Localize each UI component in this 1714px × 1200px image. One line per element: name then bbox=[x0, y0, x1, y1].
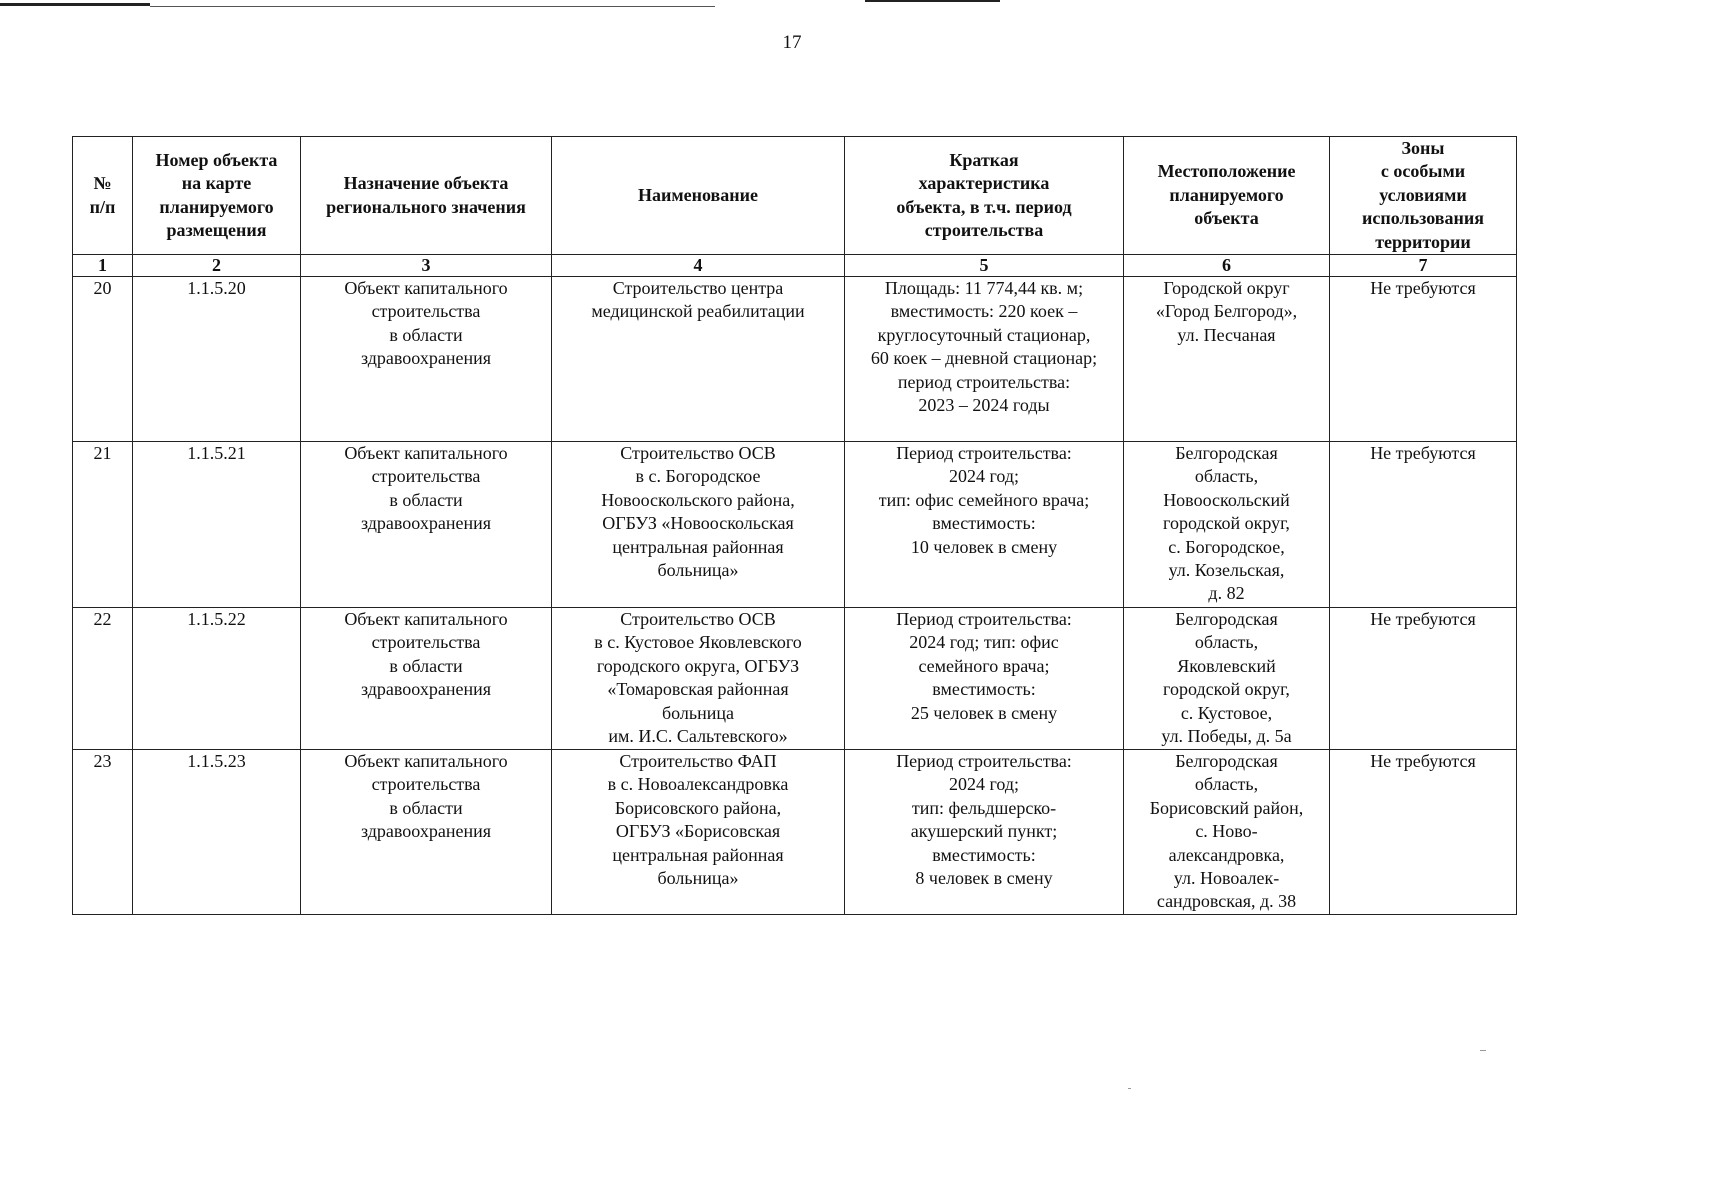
scan-edge-line-left bbox=[0, 3, 150, 6]
name-cell: Строительство ОСВ в с. Кустовое Яковлевского городского округа, ОГБУЗ «Томаровская районная больница им. И.С. Сальтевского» bbox=[552, 608, 845, 750]
zones-cell: Не требуются bbox=[1330, 442, 1517, 608]
table-row bbox=[73, 750, 1517, 915]
location-cell: Городской округ «Город Белгород», ул. Песчаная bbox=[1124, 277, 1330, 442]
header-zones: Зоны с особыми условиями использования территории bbox=[1330, 137, 1517, 255]
map-number-cell: 1.1.5.22 bbox=[133, 608, 301, 750]
zones-cell: Не требуются bbox=[1330, 750, 1517, 915]
column-number: 1 bbox=[73, 255, 133, 277]
map-number-cell: 1.1.5.20 bbox=[133, 277, 301, 442]
table-row bbox=[73, 277, 1517, 442]
header-purpose: Назначение объекта регионального значения bbox=[301, 137, 552, 255]
purpose-cell: Объект капитального строительства в области здравоохранения bbox=[301, 750, 552, 915]
scan-edge-line-left-thin bbox=[150, 6, 715, 7]
column-number: 4 bbox=[552, 255, 845, 277]
header-map-number: Номер объекта на карте планируемого размещения bbox=[133, 137, 301, 255]
table-row bbox=[73, 442, 1517, 608]
column-number: 2 bbox=[133, 255, 301, 277]
header-characteristics: Краткая характеристика объекта, в т.ч. период строительства bbox=[845, 137, 1124, 255]
objects-table bbox=[72, 136, 1517, 915]
purpose-cell: Объект капитального строительства в области здравоохранения bbox=[301, 608, 552, 750]
name-cell: Строительство ОСВ в с. Богородское Новооскольского района, ОГБУЗ «Новооскольская центральная районная больница» bbox=[552, 442, 845, 608]
purpose-cell: Объект капитального строительства в области здравоохранения bbox=[301, 277, 552, 442]
row-number-cell: 21 bbox=[73, 442, 133, 608]
column-number: 3 bbox=[301, 255, 552, 277]
scan-speck bbox=[1480, 1050, 1486, 1051]
row-number-cell: 22 bbox=[73, 608, 133, 750]
zones-cell: Не требуются bbox=[1330, 608, 1517, 750]
scan-speck bbox=[1128, 1088, 1131, 1089]
map-number-cell: 1.1.5.23 bbox=[133, 750, 301, 915]
characteristics-cell: Период строительства: 2024 год; тип: фельдшерско- акушерский пункт; вместимость: 8 человек в смену bbox=[845, 750, 1124, 915]
table-row bbox=[73, 608, 1517, 750]
characteristics-cell: Площадь: 11 774,44 кв. м; вместимость: 220 коек – круглосуточный стационар, 60 коек – дневной стационар; период строительства: 2023 – 2024 годы bbox=[845, 277, 1124, 442]
zones-cell: Не требуются bbox=[1330, 277, 1517, 442]
purpose-cell: Объект капитального строительства в области здравоохранения bbox=[301, 442, 552, 608]
location-cell: Белгородская область, Яковлевский городской округ, с. Кустовое, ул. Победы, д. 5а bbox=[1124, 608, 1330, 750]
header-location: Местоположение планируемого объекта bbox=[1124, 137, 1330, 255]
characteristics-cell: Период строительства: 2024 год; тип: офис семейного врача; вместимость: 10 человек в смену bbox=[845, 442, 1124, 608]
name-cell: Строительство центра медицинской реабилитации bbox=[552, 277, 845, 442]
column-number: 5 bbox=[845, 255, 1124, 277]
map-number-cell: 1.1.5.21 bbox=[133, 442, 301, 608]
table-header-row bbox=[73, 137, 1517, 255]
characteristics-cell: Период строительства: 2024 год; тип: офис семейного врача; вместимость: 25 человек в смену bbox=[845, 608, 1124, 750]
column-number-row bbox=[73, 255, 1517, 277]
column-number: 7 bbox=[1330, 255, 1517, 277]
scan-edge-line-right bbox=[865, 0, 1000, 2]
location-cell: Белгородская область, Борисовский район, с. Ново- александровка, ул. Новоалек- сандровская, д. 38 bbox=[1124, 750, 1330, 915]
column-number: 6 bbox=[1124, 255, 1330, 277]
row-number-cell: 20 bbox=[73, 277, 133, 442]
header-name: Наименование bbox=[552, 137, 845, 255]
name-cell: Строительство ФАП в с. Новоалександровка Борисовского района, ОГБУЗ «Борисовская центральная районная больница» bbox=[552, 750, 845, 915]
location-cell: Белгородская область, Новооскольский городской округ, с. Богородское, ул. Козельская, д. 82 bbox=[1124, 442, 1330, 608]
row-number-cell: 23 bbox=[73, 750, 133, 915]
page-number: 17 bbox=[782, 32, 802, 53]
header-row-number: № п/п bbox=[73, 137, 133, 255]
